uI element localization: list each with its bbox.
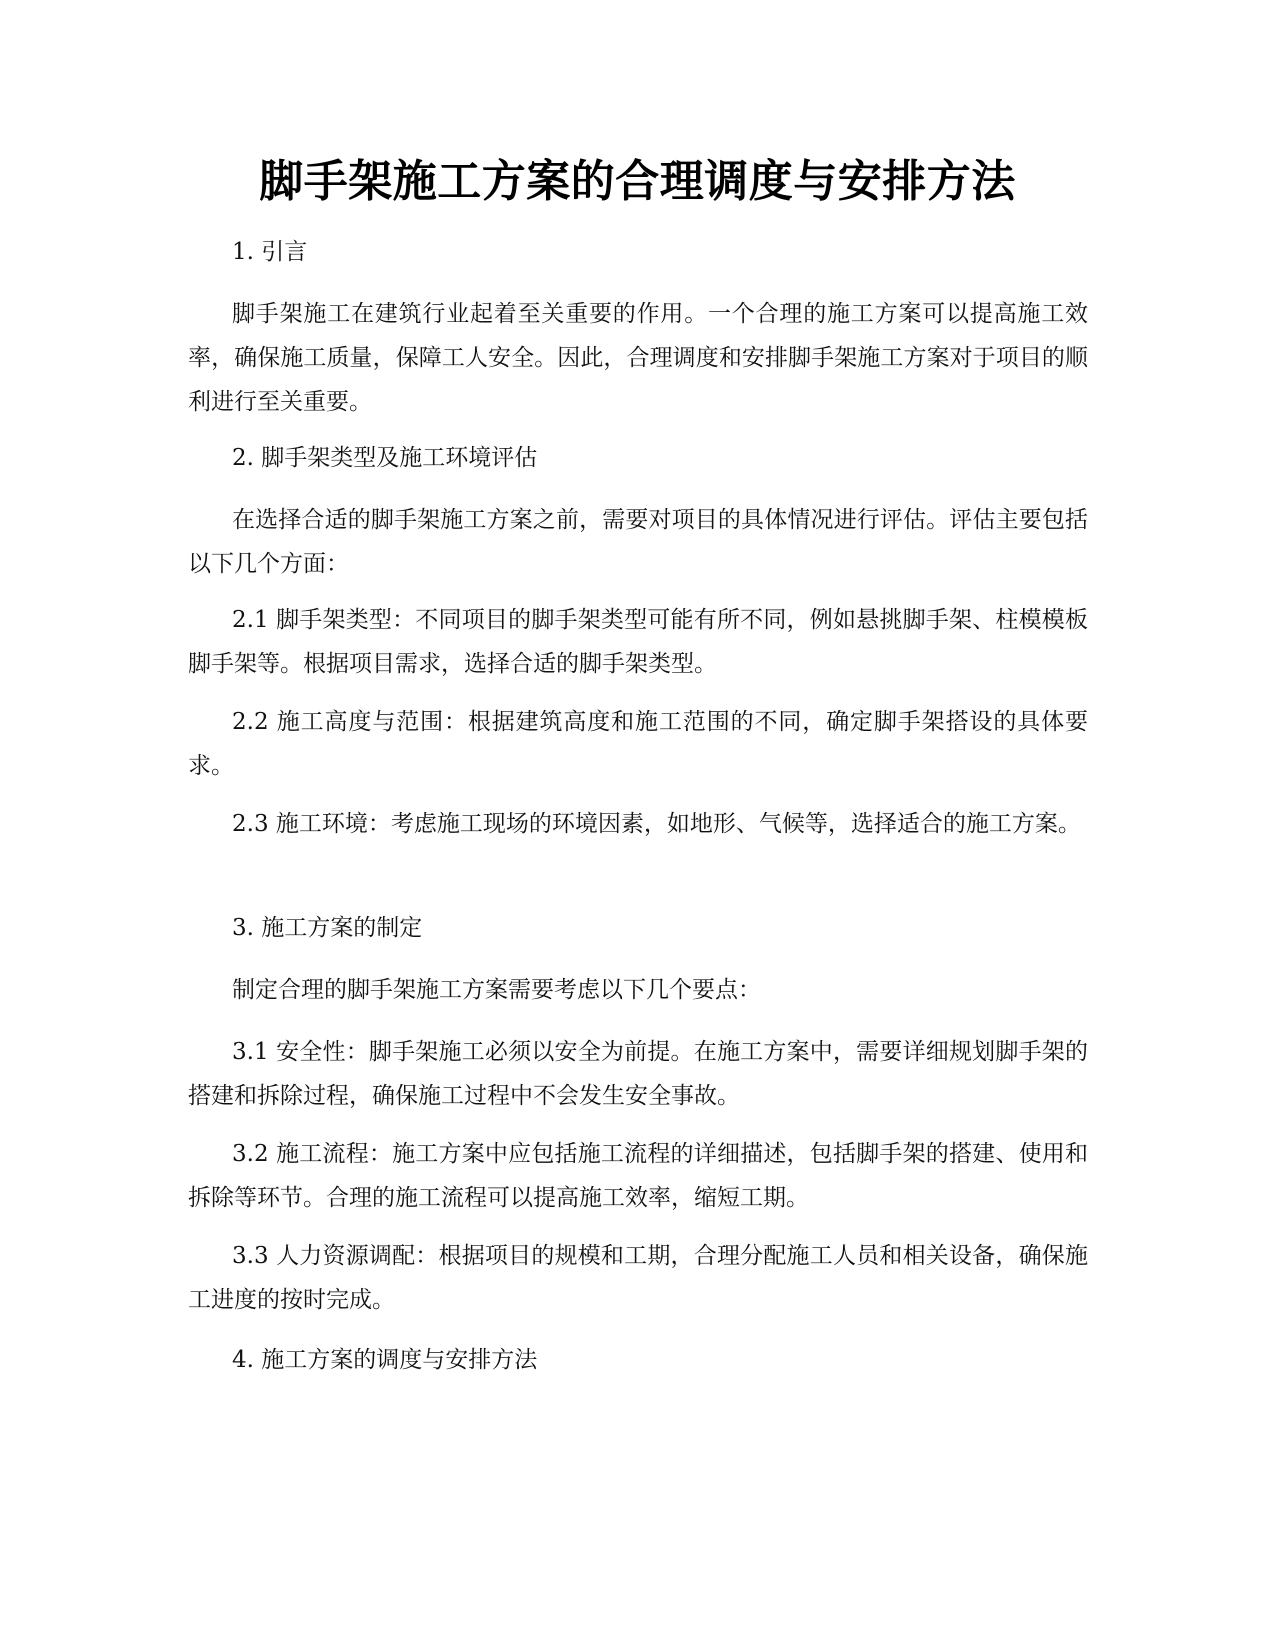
paragraph-introduction: 脚手架施工在建筑行业起着至关重要的作用。一个合理的施工方案可以提高施工效率，确保施工质量，保障工人安全。因此，合理调度和安排脚手架施工方案对于项目的顺利进行至关重要。: [188, 301, 1088, 415]
paragraph-2-2: 2.2 施工高度与范围：根据建筑高度和施工范围的不同，确定脚手架搭设的具体要求。: [188, 709, 1088, 779]
paragraph-3-3: 3.3 人力资源调配：根据项目的规模和工期，合理分配施工人员和相关设备，确保施工进度的按时完成。: [188, 1243, 1088, 1313]
heading-scheduling: 4. 施工方案的调度与安排方法: [232, 1347, 538, 1373]
heading-plan-formulation: 3. 施工方案的制定: [232, 915, 423, 941]
paragraph-2-1: 2.1 脚手架类型：不同项目的脚手架类型可能有所不同，例如悬挑脚手架、柱模模板脚手架等。根据项目需求，选择合适的脚手架类型。: [188, 607, 1088, 677]
paragraph-2-3: 2.3 施工环境：考虑施工现场的环境因素，如地形、气候等，选择适合的施工方案。: [232, 811, 1081, 837]
paragraph-3-2: 3.2 施工流程：施工方案中应包括施工流程的详细描述，包括脚手架的搭建、使用和拆除等环节。合理的施工流程可以提高施工效率，缩短工期。: [188, 1141, 1088, 1211]
heading-scaffold-types: 2. 脚手架类型及施工环境评估: [232, 445, 538, 471]
document-title: 脚手架施工方案的合理调度与安排方法: [259, 156, 1016, 207]
paragraph-assessment: 在选择合适的脚手架施工方案之前，需要对项目的具体情况进行评估。评估主要包括以下几个方面：: [188, 507, 1088, 577]
paragraph-3-1: 3.1 安全性：脚手架施工必须以安全为前提。在施工方案中，需要详细规划脚手架的搭建和拆除过程，确保施工过程中不会发生安全事故。: [188, 1039, 1088, 1109]
heading-introduction: 1. 引言: [232, 239, 308, 265]
paragraph-plan-points: 制定合理的脚手架施工方案需要考虑以下几个要点：: [232, 977, 761, 1003]
